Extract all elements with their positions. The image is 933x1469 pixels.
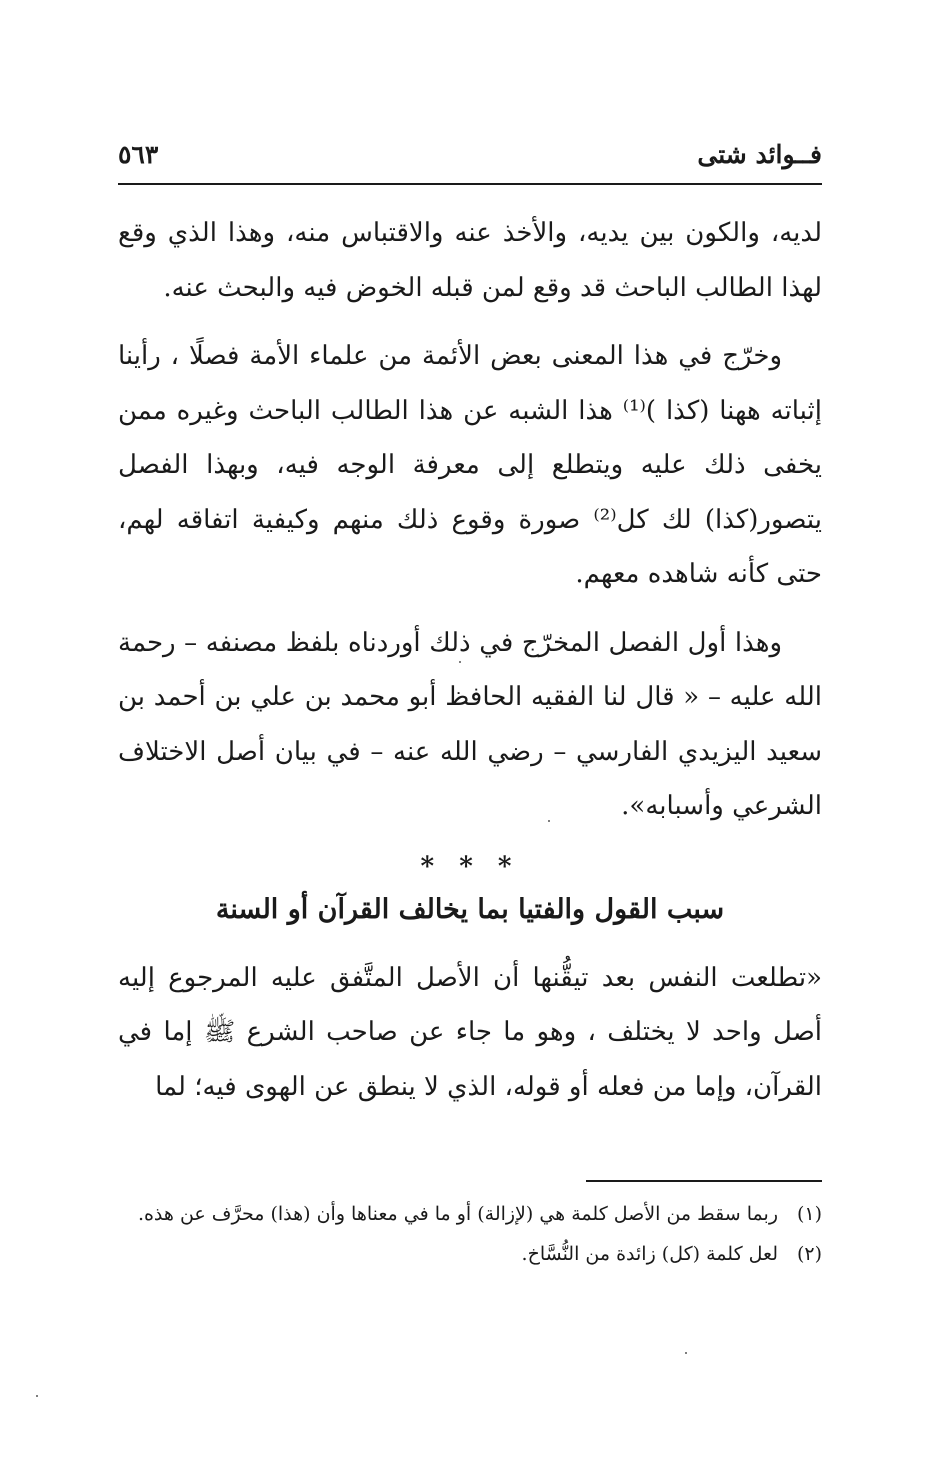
header-divider <box>118 183 822 185</box>
paragraph-continuation: لديه، والكون بين يديه، والأخذ عنه والاقتباس منه، وهذا الذي وقع لهذا الطالب الباحث قد وقع لمن قبله الخوض فيه والبحث عنه. <box>118 218 822 303</box>
footnote-text: ربما سقط من الأصل كلمة هي (لإزالة) أو ما في معناها وأن (هذا) محرَّف عن هذه. <box>137 1203 778 1225</box>
scan-speck <box>36 1395 38 1397</box>
footnote-number: (١) <box>796 1203 822 1225</box>
footnote-1 <box>118 1196 822 1232</box>
footnote-number: (٢) <box>796 1243 822 1265</box>
footnote-divider <box>586 1180 822 1182</box>
footnote-2 <box>118 1236 822 1272</box>
running-title: فــوائد شتى <box>697 140 822 169</box>
paragraph-section-body: «تطلعت النفس بعد تيقُّنها أن الأصل المتَّفق عليه المرجوع إليه أصل واحد لا يختلف ، وهو ما جاء عن صاحب الشرع ﷺ إما في القرآن، وإما من فعله أو قوله، الذي لا ينطق عن الهوى فيه؛ لما <box>118 962 822 1102</box>
page-number: ٥٦٣ <box>118 140 159 169</box>
footnote-text: لعل كلمة (كل) زائدة من النُّسَّاخ. <box>521 1243 778 1265</box>
paragraph-chapter-intro: وخرّج في هذا المعنى بعض الأئمة من علماء الأمة فصلًا ، رأينا إثباته ههنا (كذا )⁽¹⁾ هذا الشبه عن هذا الطالب الباحث وغيره ممن يخفى ذلك عليه ويتطلع إلى معرفة الوجه فيه، وبهذا الفصل يتصور(كذا) لك كل⁽²⁾ صورة وقوع ذلك منهم وكيفية اتفاقه لهم، حتى كأنه شاهده معهم. <box>118 341 822 589</box>
main-text <box>118 206 822 1114</box>
scan-speck <box>459 661 461 663</box>
section-separator: * * * <box>420 851 520 882</box>
paragraph-quotation-intro: وهذا أول الفصل المخرّج في ذلك أوردناه بلفظ مصنفه – رحمة الله عليه – « قال لنا الفقيه الحافظ أبو محمد بن علي بن أحمد بن سعيد اليزيدي الفارسي – رضي الله عنه – في بيان أصل الاختلاف الشرعي وأسبابه». <box>118 627 822 821</box>
footnotes <box>118 1196 822 1276</box>
running-header <box>118 140 822 180</box>
section-heading: سبب القول والفتيا بما يخالف القرآن أو السنة <box>215 893 725 925</box>
scan-speck <box>548 820 550 822</box>
scan-speck <box>685 1352 687 1354</box>
